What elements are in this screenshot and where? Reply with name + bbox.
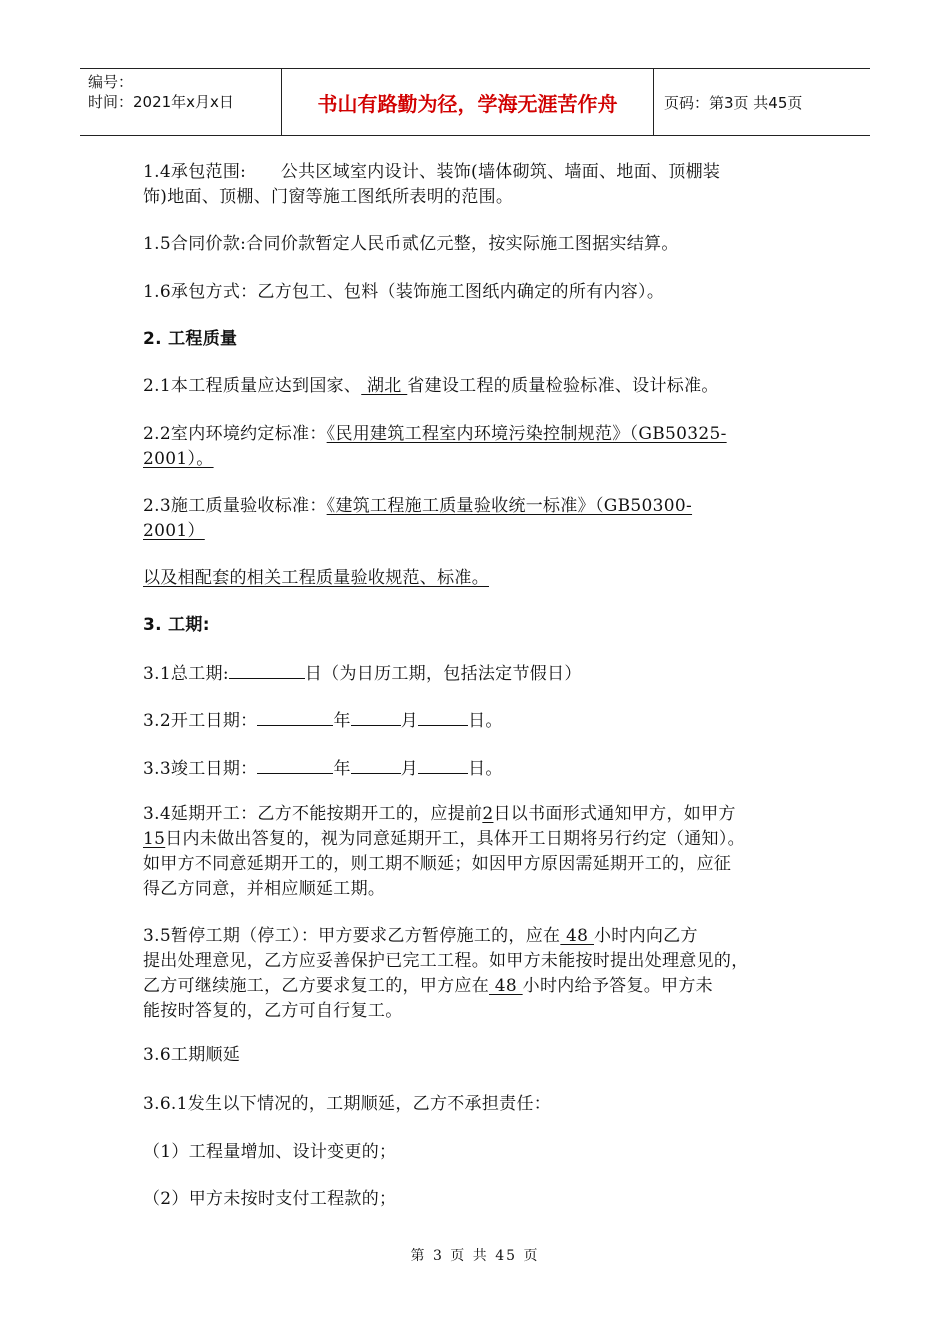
end-day-blank [418, 755, 468, 774]
clause-1-4: 1.4承包范围: 公共区域室内设计、装饰(墙体砌筑、墙面、地面、顶棚装 饰)地面、顶棚、门窗等施工图纸所表明的范围。 [143, 162, 721, 207]
clause-1-6: 1.6承包方式：乙方包工、包料（装饰施工图纸内确定的所有内容）。 [143, 282, 665, 302]
header-motto: 书山有路勤为径，学海无涯苦作舟 [282, 69, 654, 135]
list-item-1: （1）工程量增加、设计变更的； [143, 1142, 397, 1162]
clause-3-6-1: 3.6.1发生以下情况的，工期顺延，乙方不承担责任： [143, 1094, 552, 1114]
total-days-blank [229, 660, 305, 679]
section-3-heading: 3. 工期: [143, 615, 210, 635]
end-month-blank [351, 755, 401, 774]
end-year-blank [257, 755, 333, 774]
clause-2-2: 2.2室内环境约定标准：《民用建筑工程室内环境污染控制规范》（GB50325- 2001）。 [143, 424, 727, 469]
clause-3-2: 3.2开工日期： 年 月 日。 [143, 707, 813, 734]
start-year-blank [257, 707, 333, 726]
clause-1-5: 1.5合同价款:合同价款暂定人民币贰亿元整，按实际施工图据实结算。 [143, 234, 679, 254]
clause-2-3-extra: 以及相配套的相关工程质量验收规范、标准。 [143, 568, 489, 588]
clause-2-1: 2.1本工程质量应达到国家、 湖北 省建设工程的质量检验标准、设计标准。 [143, 376, 719, 396]
clause-3-1: 3.1总工期: 日（为日历工期，包括法定节假日） [143, 660, 813, 687]
section-2-heading: 2. 工程质量 [143, 329, 238, 349]
clause-2-3: 2.3施工质量验收标准：《建筑工程施工质量验收统一标准》（GB50300- 2001） [143, 496, 693, 541]
header-meta [80, 69, 282, 135]
clause-3-4: 3.4延期开工：乙方不能按期开工的，应提前2日以书面形式通知甲方，如甲方 15日内未做出答复的，视为同意延期开工，具体开工日期将另行约定（通知）。 如甲方不同意延期开工的，则工期不顺延；如因甲方原因需延期开工的，应征 得乙方同意，并相应顺延工期。 [143, 804, 745, 899]
start-month-blank [351, 707, 401, 726]
clause-3-6: 3.6工期顺延 [143, 1045, 241, 1065]
province-fill: 湖北 [361, 376, 408, 396]
start-day-blank [418, 707, 468, 726]
page-footer: 第 3 页 共 45 页 [410, 1248, 540, 1264]
clause-3-3: 3.3竣工日期： 年 月 日。 [143, 755, 813, 782]
clause-3-5: 3.5暂停工期（停工）：甲方要求乙方暂停施工的，应在 48 小时内向乙方 提出处理意见，乙方应妥善保护已完工工程。如甲方未能按时提出处理意见的， 乙方可继续施工，乙方要求复工的，甲方应在 48 小时内给予答复。甲方未 能按时答复的，乙方可自行复工。 [143, 926, 749, 1021]
list-item-2: （2）甲方未按时支付工程款的； [143, 1189, 397, 1209]
environment-standard: 《民用建筑工程室内环境污染控制规范》（GB50325- [326, 424, 727, 444]
document-date: 时间：2021年x月x日 [88, 93, 234, 111]
document-number: 编号： [88, 73, 134, 91]
acceptance-standard: 《建筑工程施工质量验收统一标准》（GB50300- [326, 496, 693, 516]
header-page-info: 页码：第3页 共45页 [664, 93, 803, 112]
page-header [80, 68, 870, 136]
